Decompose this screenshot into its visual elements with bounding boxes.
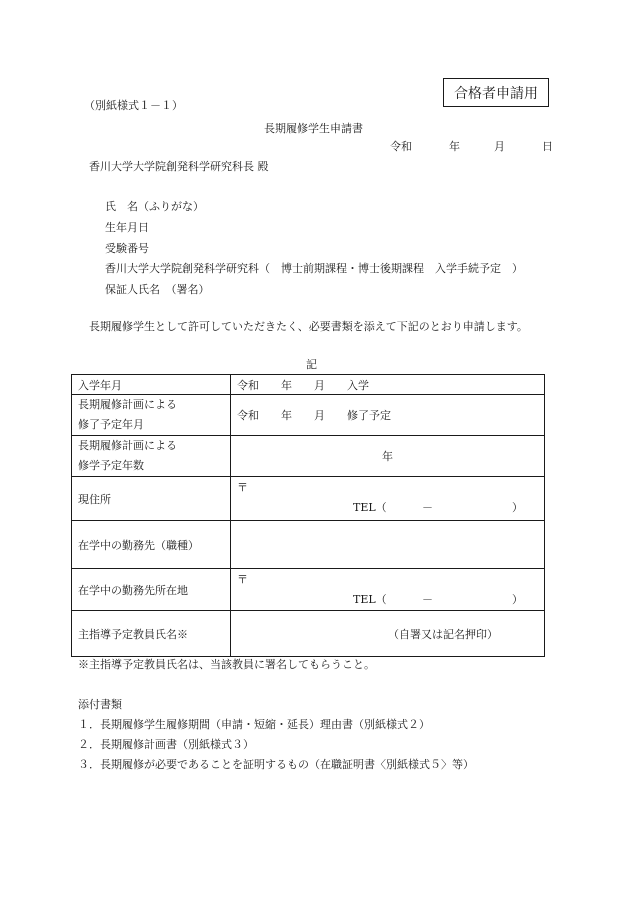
table-row [72,569,545,611]
tel-label: TEL（ [353,593,387,606]
addressee: 香川大学大学院創発科学研究科長 殿 [89,160,269,173]
list-item: １．長期履修学生履修期間（申請・短縮・延長）理由書（別紙様式２） [78,718,430,731]
years-label [72,436,231,477]
ki-marker: 記 [306,358,317,371]
years-label-line2: 修学予定年数 [78,459,144,472]
table-row [72,611,545,657]
advisor-label: 主指導予定教員氏名※ [72,611,231,657]
field-course: 香川大学大学院創発科学研究科（ 博士前期課程・博士後期課程 入学手続予定 ） [105,262,523,275]
completion-label-line1: 長期履修計画による [78,398,177,411]
tel-close: ） [512,501,523,514]
field-birthdate: 生年月日 [105,221,149,234]
workplace-label: 在学中の勤務先（職種） [72,521,231,569]
workplace-address-label: 在学中の勤務先所在地 [72,569,231,611]
table-row [72,395,545,436]
years-label-line1: 長期履修計画による [78,439,177,452]
workplace-value [231,521,545,569]
date-day: 日 [542,140,553,153]
table-row [72,436,545,477]
workplace-address-value [231,569,545,611]
intro-text: 長期履修学生として許可していただきたく、必要書類を添えて下記のとおり申請します。 [89,320,528,333]
advisor-signature-note: （自署又は記名押印） [231,611,545,657]
tel-dash: － [422,501,433,514]
enroll-value: 令和 年 月 入学 [231,375,545,395]
table-row [72,477,545,521]
postal-mark: 〒 [237,573,248,586]
date-month: 月 [494,140,505,153]
tel-close: ） [512,593,523,606]
table-row [72,375,545,395]
field-name: 氏 名（ふりがな） [105,200,204,213]
table-row [72,521,545,569]
date-era: 令和 [390,140,412,153]
document-title: 長期履修学生申請書 [264,122,363,135]
completion-label [72,395,231,436]
date-year: 年 [449,140,460,153]
tel-label: TEL（ [353,501,387,514]
applicant-type-stamp: 合格者申請用 [443,78,549,107]
list-item: ２．長期履修計画書（別紙様式３） [78,738,254,751]
completion-value: 令和 年 月 修了予定 [231,395,545,436]
address-value [231,477,545,521]
list-item: ３．長期履修が必要であることを証明するもの（在職証明書〈別紙様式５〉等） [78,758,474,771]
application-table [71,374,545,657]
form-number: （別紙様式１－１） [84,99,183,112]
field-guarantor: 保証人氏名 （署名） [105,283,210,296]
postal-mark: 〒 [237,481,248,494]
field-exam-number: 受験番号 [105,242,149,255]
completion-label-line2: 修了予定年月 [78,418,144,431]
footnote: ※主指導予定教員氏名は、当該教員に署名してもらうこと。 [78,658,375,671]
years-value: 年 [231,436,545,477]
address-label: 現住所 [72,477,231,521]
attachments-heading: 添付書類 [78,698,122,711]
enroll-label: 入学年月 [72,375,231,395]
tel-dash: － [422,593,433,606]
